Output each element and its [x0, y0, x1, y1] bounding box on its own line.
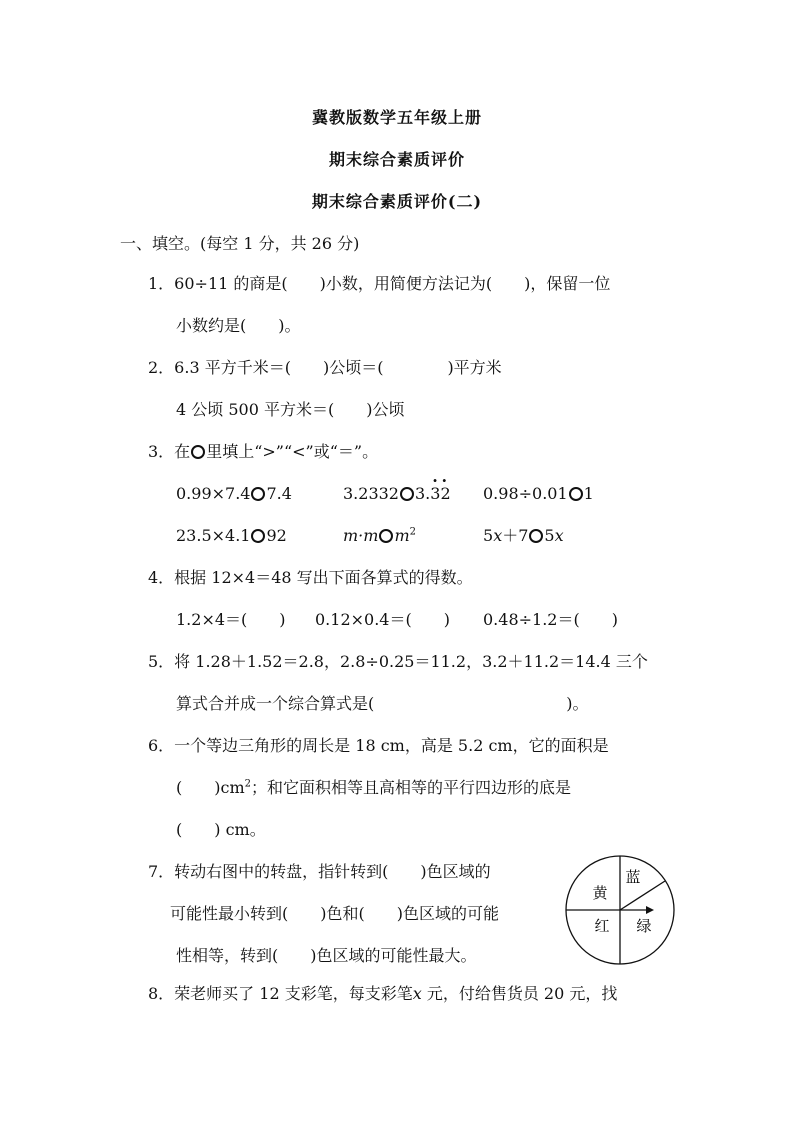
q2-line2: 4 公顷 500 平方米＝( )公顷 [176, 400, 405, 419]
q3-r2-b-right-base: m [394, 526, 410, 545]
section-heading: 一、填空。(每空 1 分，共 26 分) [120, 234, 360, 253]
q8-line1 [148, 984, 617, 1004]
q3-r2-a-left: 23.5×4.1 [176, 526, 251, 545]
q3-r2-b-left: m·m [343, 526, 379, 545]
q3-r1-c-right: 1 [583, 484, 594, 503]
q1-line1: 1．60÷11 的商是( )小数，用简便方法记为( )，保留一位 [148, 274, 611, 293]
q3-intro [148, 442, 378, 462]
q7-line3: 性相等，转到( )色区域的可能性最大。 [176, 946, 477, 965]
exam-subtitle: 期末综合素质评价(二) [311, 192, 483, 211]
q3-r2-c-right-a: 5 [544, 526, 555, 545]
q3-r2-a [176, 526, 287, 546]
spinner-label-yellow: 黄 [592, 884, 608, 902]
compare-circle[interactable] [529, 529, 543, 543]
q8-line1-var: x [412, 984, 422, 1003]
q5-line2: 算式合并成一个综合算式是( )。 [176, 694, 589, 713]
q4-b: 0.12×0.4＝( ) [315, 610, 450, 629]
exam-title: 期末综合素质评价 [328, 150, 465, 169]
q3-r1-a-left: 0.99×7.4 [176, 484, 251, 503]
q3-r1-a [176, 484, 292, 504]
q3-r2-c [483, 526, 564, 546]
q1-line2: 小数约是( )。 [176, 316, 301, 335]
compare-circle[interactable] [379, 529, 393, 543]
repeating-digit-2: · 2 [440, 484, 450, 504]
q8-line1-b: 元，付给售货员 20 元，找 [421, 984, 618, 1003]
q4-a: 1.2×4＝( ) [176, 610, 286, 629]
spinner-diagram [562, 852, 678, 968]
repeating-digit-1: · 3 [430, 484, 440, 504]
q7-line1: 7．转动右图中的转盘，指针转到( )色区域的 [148, 862, 491, 881]
compare-circle[interactable] [569, 487, 583, 501]
q3-r1-a-right: 7.4 [266, 484, 292, 503]
q7-line2: 可能性最小转到( )色和( )色区域的可能 [170, 904, 499, 923]
q3-r2-c-left-a: 5 [483, 526, 494, 545]
q4-line1: 4．根据 12×4＝48 写出下面各算式的得数。 [148, 568, 473, 587]
q8-line1-a: 8．荣老师买了 12 支彩笔，每支彩笔 [148, 984, 413, 1003]
spinner-label-green: 绿 [636, 917, 652, 935]
q3-r1-c [483, 484, 594, 504]
q6-line2-b: ；和它面积相等且高相等的平行四边形的底是 [251, 778, 572, 797]
q6-line2 [176, 778, 571, 798]
book-title: 冀教版数学五年级上册 [311, 108, 482, 127]
q3-r2-b-right-exp: 2 [409, 526, 416, 538]
q6-line2-exp: 2 [244, 778, 251, 790]
compare-circle[interactable] [251, 487, 265, 501]
q6-line2-a: ( )cm [176, 778, 245, 797]
compare-circle[interactable] [251, 529, 265, 543]
q6-line1: 6．一个等边三角形的周长是 18 cm，高是 5.2 cm，它的面积是 [148, 736, 609, 755]
compare-circle[interactable] [400, 487, 414, 501]
q3-intro-a: 3．在 [148, 442, 191, 461]
circle-blank-icon [191, 445, 205, 459]
q3-r1-c-left: 0.98÷0.01 [483, 484, 568, 503]
q5-line1: 5．将 1.28＋1.52＝2.8，2.8÷0.25＝11.2，3.2＋11.2＝14.4 三个 [148, 652, 648, 671]
q4-c: 0.48÷1.2＝( ) [483, 610, 618, 629]
pointer-arrow-icon [646, 906, 654, 914]
q3-r2-c-right-var: x [554, 526, 564, 545]
q3-intro-b: 里填上“>”“<”或“＝”。 [206, 442, 379, 461]
q2-line1: 2．6.3 平方千米＝( )公顷＝( )平方米 [148, 358, 502, 377]
q3-r2-c-left-var: x [493, 526, 503, 545]
spinner-label-red: 红 [594, 917, 610, 935]
q3-r1-b-left: 3.2332 [343, 484, 399, 503]
q3-r1-b-right-pre: 3. [414, 484, 431, 503]
q3-r1-b [343, 484, 451, 504]
q3-r2-b [343, 526, 416, 546]
spinner-label-blue: 蓝 [625, 868, 641, 886]
q6-line3: ( ) cm。 [176, 820, 266, 839]
q3-r2-a-right: 92 [266, 526, 287, 545]
q3-r2-c-left-b: ＋7 [502, 526, 529, 545]
